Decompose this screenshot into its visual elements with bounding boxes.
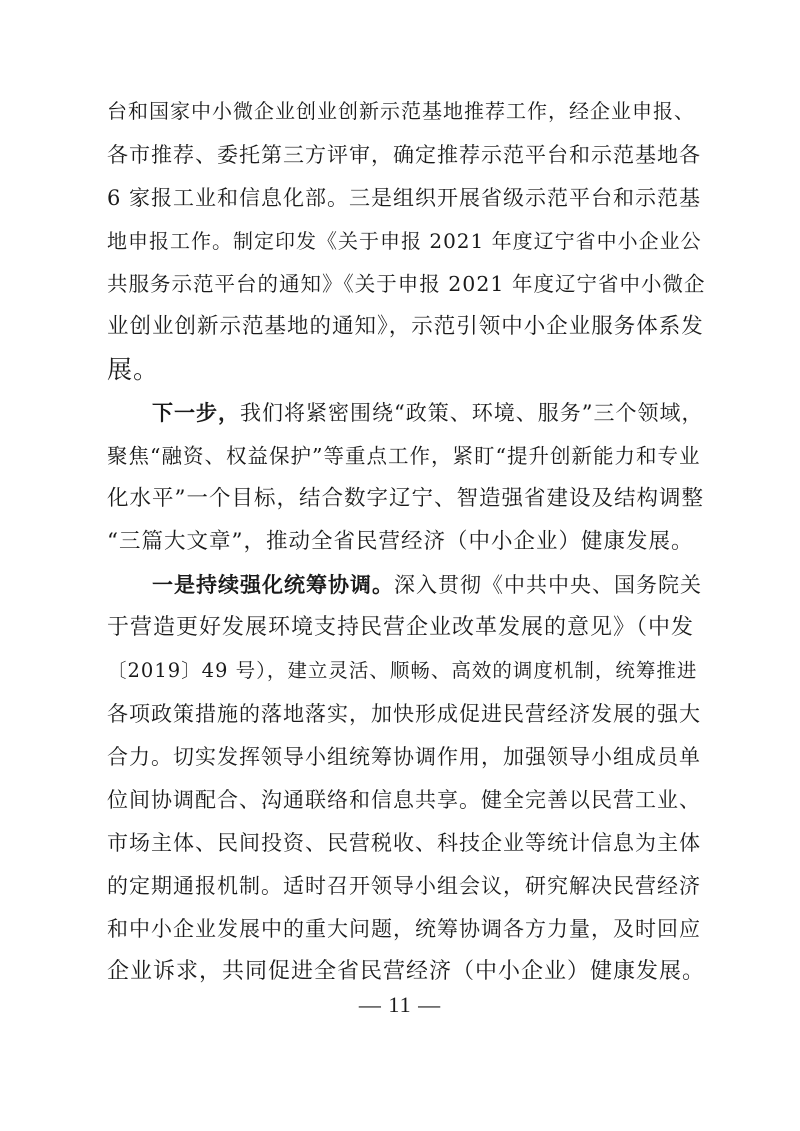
text-line: 各市推荐、委托第三方评审，确定推荐示范平台和示范基地各 (107, 143, 701, 167)
text-line: 位间协调配合、沟通联络和信息共享。健全完善以民营工业、 (107, 788, 701, 812)
text-span: 深入贯彻《中共中央、国务院关 (394, 573, 702, 597)
section-heading: 一是持续强化统筹协调。 (152, 572, 394, 597)
text-line: 6 家报工业和信息化部。三是组织开展省级示范平台和示范基 (107, 186, 702, 210)
text-line: 合力。切实发挥领导小组统筹协调作用，加强领导小组成员单 (107, 745, 701, 769)
page-number: — 11 — (358, 992, 442, 1017)
paragraph-first-line (152, 398, 703, 428)
text-line: 台和国家中小微企业创业创新示范基地推荐工作，经企业申报、 (107, 99, 695, 123)
text-line: 市场主体、民间投资、民营税收、科技企业等统计信息为主体 (107, 831, 701, 855)
text-line: 〔2019〕49 号），建立灵活、顺畅、高效的调度机制，统筹推进 (107, 659, 698, 682)
paragraph-lead: 下一步， (152, 400, 240, 425)
text-line: 聚焦“融资、权益保护”等重点工作，紧盯“提升创新能力和专业 (107, 444, 701, 468)
text-line: 各项政策措施的落地落实，加快形成促进民营经济发展的强大 (107, 702, 701, 726)
text-line: 地申报工作。制定印发《关于申报 2021 年度辽宁省中小企业公 (107, 229, 702, 253)
text-line: 和中小企业发展中的重大问题，统筹协调各方力量，及时回应 (107, 917, 701, 941)
text-line: 业创业创新示范基地的通知》，示范引领中小企业服务体系发 (107, 314, 704, 339)
text-line: 的定期通报机制。适时召开领导小组会议，研究解决民营经济 (107, 874, 701, 898)
text-line: 共服务示范平台的通知》《关于申报 2021 年度辽宁省中小微企 (107, 272, 706, 296)
text-span: 我们将紧密围绕“政策、环境、服务”三个领域， (240, 401, 704, 425)
text-line: 企业诉求，共同促进全省民营经济（中小企业）健康发展。 (107, 959, 706, 984)
paragraph-first-line (152, 570, 702, 600)
text-line: 展。 (107, 355, 160, 384)
text-line: 于营造更好发展环境支持民营企业改革发展的意见》（中发 (107, 615, 695, 640)
text-line: 化水平”一个目标，结合数字辽宁、智造强省建设及结构调整 (107, 486, 704, 511)
text-line: “三篇大文章”，推动全省民营经济（中小企业）健康发展。 (107, 529, 694, 554)
